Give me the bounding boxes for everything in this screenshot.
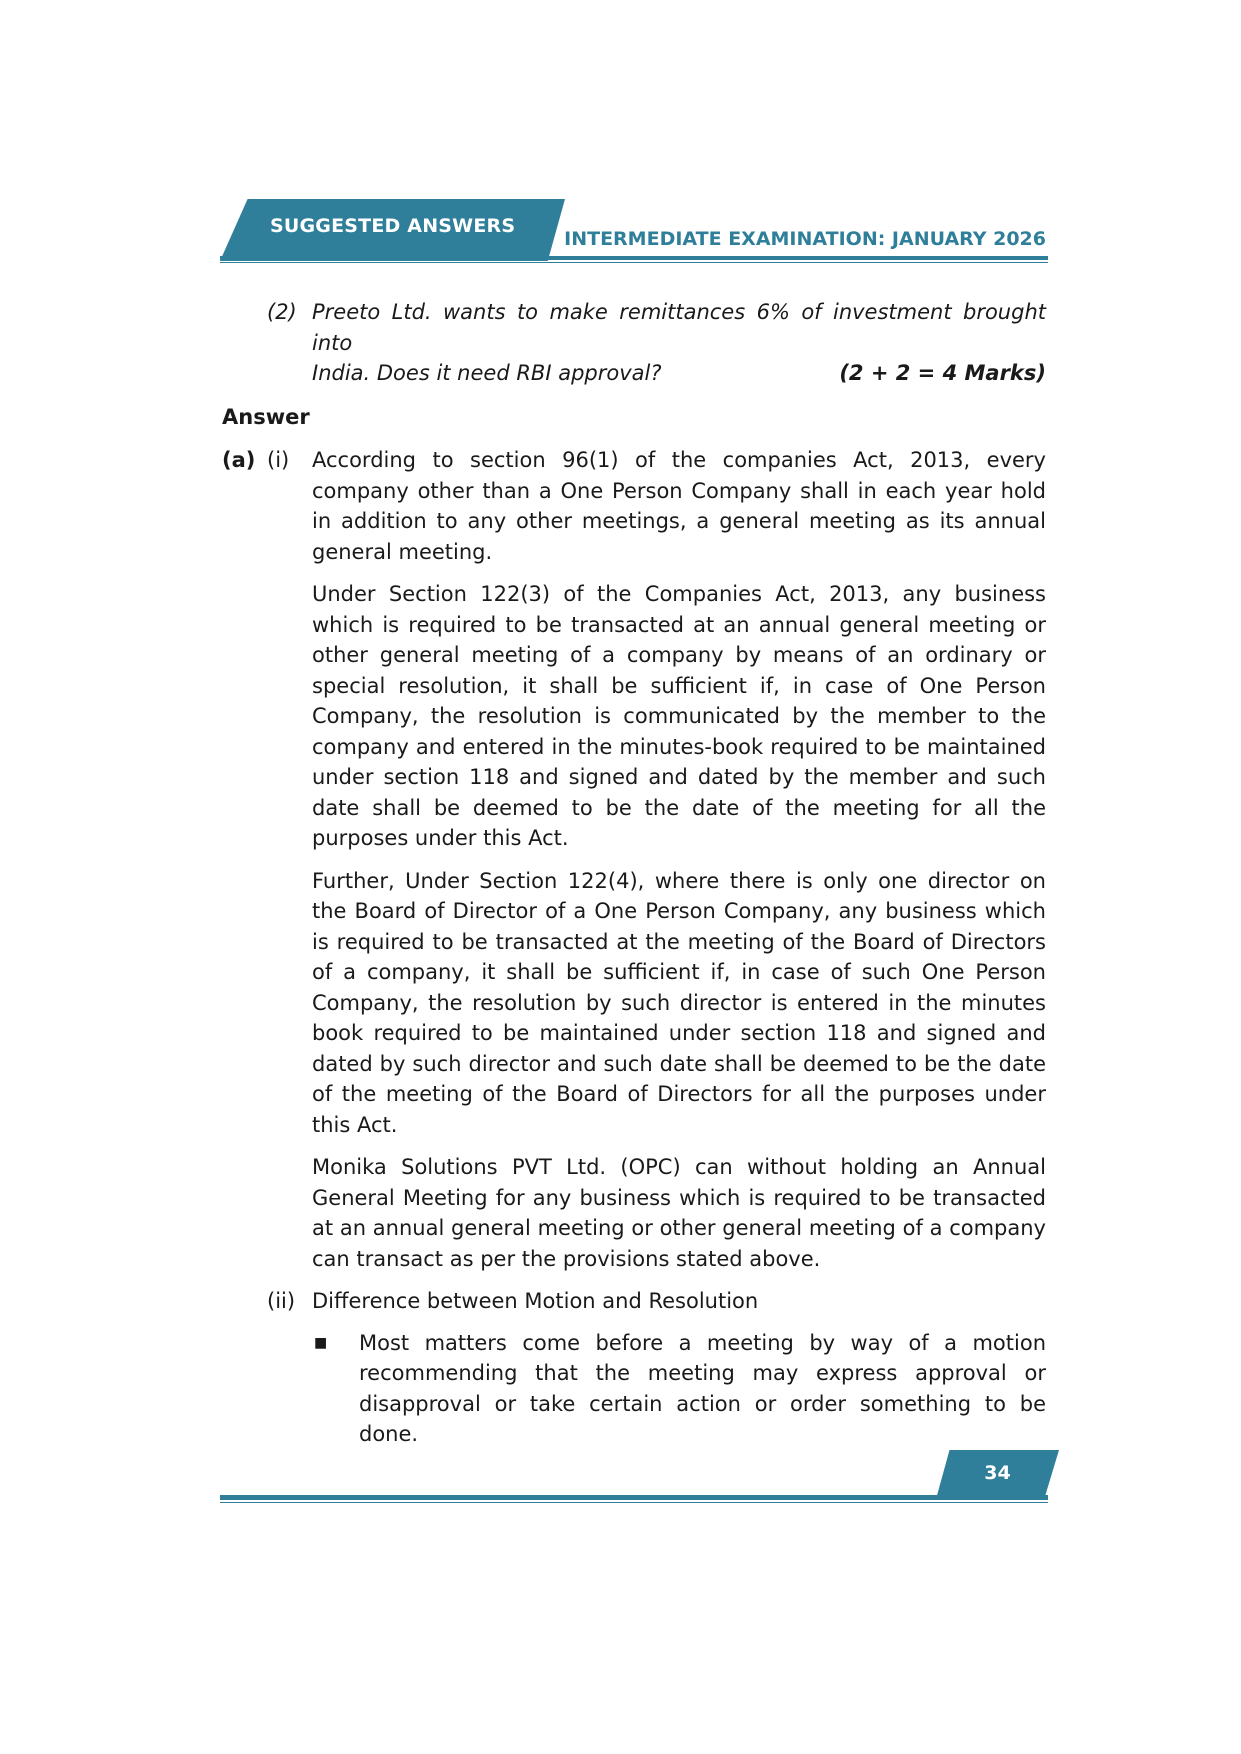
- question-line-2: India. Does it need RBI approval?: [312, 361, 662, 385]
- paragraph: Under Section 122(3) of the Companies Act, 2013, any business which is required to be transacted at an annual general meeting or other general meeting of a company by means of an ordinary or special resolution, it shall be sufficient if, in case of One Person Company, the resolution is communicated by the member to the company and entered in the minutes-book required to be maintained under section 118 and signed and dated by the member and such date shall be deemed to be the date of the meeting for all the purposes under this Act.: [312, 582, 1046, 850]
- header-rule-thin: [220, 262, 1048, 263]
- paragraph: According to section 96(1) of the companies Act, 2013, every company other than a One Person Company shall in each year hold in addition to any other meetings, a general meeting as its annual general meeting.: [312, 448, 1046, 564]
- bullet-square-icon: ■: [314, 1334, 328, 1351]
- bullet-item: [312, 1328, 1046, 1450]
- bullet-text: Most matters come before a meeting by way of a motion recommending that the meeting may express approval or disapproval or take certain action or order something to be done.: [359, 1330, 1046, 1446]
- sub-ii-heading: Difference between Motion and Resolution: [312, 1289, 759, 1313]
- paragraph: Further, Under Section 122(4), where there is only one director on the Board of Director of a One Person Company, any business which is required to be transacted at the meeting of the Board of Directors of a company, it shall be sufficient if, in case of such One Person Company, the resolution by such director is entered in the minutes book required to be maintained under section 118 and signed and dated by such director and such date shall be deemed to be the date of the meeting of the Board of Directors for all the purposes under this Act.: [312, 868, 1046, 1137]
- answer-heading: Answer: [222, 404, 310, 429]
- header-tab-label: SUGGESTED ANSWERS: [270, 215, 516, 237]
- answer-part-a-ii: [222, 1286, 1046, 1317]
- question-block: [222, 297, 1046, 389]
- paragraph: Monika Solutions PVT Ltd. (OPC) can without holding an Annual General Meeting for any business which is required to be transacted at an annual general meeting or other general meeting of a company can transact as per the provisions stated above.: [312, 1155, 1046, 1271]
- question-line-1: Preeto Ltd. wants to make remittances 6% of investment brought into: [312, 300, 1046, 355]
- answer-part-a-i: [222, 445, 1046, 1274]
- question-number: (2): [267, 300, 297, 324]
- exam-title: INTERMEDIATE EXAMINATION: JANUARY 2026: [564, 228, 1046, 250]
- page-number: 34: [984, 1462, 1011, 1484]
- sub-label-i: (i): [267, 448, 290, 472]
- footer-rule-thin: [220, 1502, 1048, 1503]
- footer-rule: [220, 1495, 1048, 1500]
- sub-label-ii: (ii): [267, 1289, 296, 1313]
- part-label: (a): [222, 448, 256, 472]
- page-content: [222, 297, 1046, 1450]
- question-marks: (2 + 2 = 4 Marks): [839, 361, 1046, 385]
